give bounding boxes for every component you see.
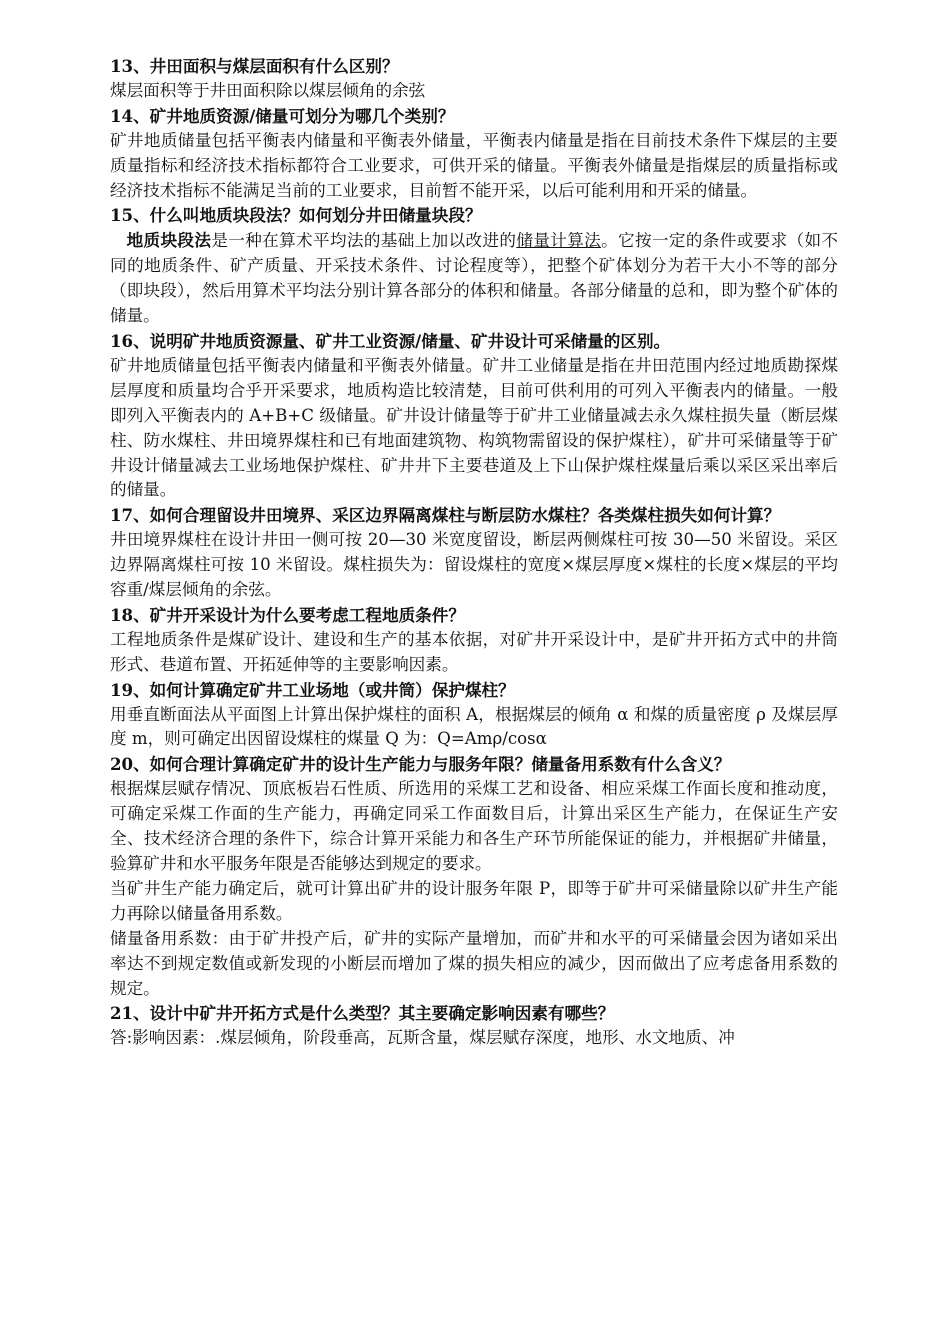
answer-13: 煤层面积等于井田面积除以煤层倾角的余弦 bbox=[110, 80, 426, 100]
question-16: 16、说明矿井地质资源量、矿井工业资源/储量、矿井设计可采储量的区别。 bbox=[110, 330, 671, 351]
answer-20-paragraph-3: 储量备用系数：由于矿井投产后，矿井的实际产量增加，而矿井和水平的可采储量会因为诸如采出率达不到规定数值或新发现的小断层而增加了煤的损失相应的减少，因而做出了应考虑备用系数的规定。 bbox=[110, 928, 838, 998]
term-geologic-block-method: 地质块段法 bbox=[126, 230, 212, 251]
question-14: 14、矿井地质资源/储量可划分为哪几个类别？ bbox=[110, 105, 455, 126]
document-page bbox=[110, 54, 838, 1051]
reserve-calculation-link[interactable]: 储量计算法 bbox=[516, 231, 602, 251]
question-19: 19、如何计算确定矿井工业场地（或井筒）保护煤柱？ bbox=[110, 679, 515, 700]
answer-19: 用垂直断面法从平面图上计算出保护煤柱的面积 A，根据煤层的倾角 α 和煤的质量密度 ρ 及煤层厚度 m，则可确定出因留设煤柱的煤量 Q 为：Q=Amρ/cosα bbox=[110, 704, 838, 749]
answer-16: 矿井地质储量包括平衡表内储量和平衡表外储量。矿井工业储量是指在井田范围内经过地质勘探煤层厚度和质量均合乎开采要求，地质构造比较清楚，目前可供利用的可列入平衡表内的储量。一般即列入平衡表内的 A+B+C 级储量。矿井设计储量等于矿井工业储量减去永久煤柱损失量（断层煤柱、防水煤柱、井田境界煤柱和已有地面建筑物、构筑物需留设的保护煤柱），矿井可采储量等于矿井设计储量减去工业场地保护煤柱、矿井井下主要巷道及上下山保护煤柱煤量后乘以采区采出率后的储量。 bbox=[110, 355, 838, 500]
answer-20-paragraph-1: 根据煤层赋存情况、顶底板岩石性质、所选用的采煤工艺和设备、相应采煤工作面长度和推动度，可确定采煤工作面的生产能力，再确定同采工作面数目后，计算出采区生产能力，在保证生产安全、技术经济合理的条件下，综合计算开采能力和各生产环节所能保证的能力，并根据矿井储量，验算矿井和水平服务年限是否能够达到规定的要求。 bbox=[110, 779, 838, 873]
answer-15 bbox=[110, 228, 838, 329]
answer-15-part2: 。它按一定的条件或要求（如不同的地质条件、矿产质量、开采技术条件、讨论程度等），把整个矿体划分为若干大小不等的部分（即块段），然后用算术平均法分别计算各部分的体积和储量。各部分储量的总和，即为整个矿体的储量。 bbox=[110, 231, 839, 326]
answer-21: 答:影响因素：.煤层倾角，阶段垂高，瓦斯含量，煤层赋存深度，地形、水文地质、冲 bbox=[110, 1028, 735, 1048]
question-20: 20、如何合理计算确定矿井的设计生产能力与服务年限？储量备用系数有什么含义？ bbox=[110, 754, 731, 775]
question-13: 13、井田面积与煤层面积有什么区别？ bbox=[110, 56, 399, 76]
answer-14: 矿井地质储量包括平衡表内储量和平衡表外储量，平衡表内储量是指在目前技术条件下煤层的主要质量指标和经济技术指标都符合工业要求，可供开采的储量。平衡表外储量是指煤层的质量指标或经济技术指标不能满足当前的工业要求，目前暂不能开采，以后可能利用和开采的储量。 bbox=[110, 130, 838, 200]
answer-15-part1: 是一种在算术平均法的基础上加以改进的 bbox=[211, 231, 517, 251]
question-15: 15、什么叫地质块段法？如何划分井田储量块段？ bbox=[110, 205, 482, 226]
answer-20-paragraph-2: 当矿井生产能力确定后，就可计算出矿井的设计服务年限 P，即等于矿井可采储量除以矿井生产能力再除以储量备用系数。 bbox=[110, 878, 838, 923]
answer-17: 井田境界煤柱在设计井田一侧可按 20—30 米宽度留设，断层两侧煤柱可按 30—50 米留设。采区边界隔离煤柱可按 10 米留设。煤柱损失为：留设煤柱的宽度×煤层厚度×煤柱的长度×煤层的平均容重/煤层倾角的余弦。 bbox=[110, 530, 838, 600]
answer-18: 工程地质条件是煤矿设计、建设和生产的基本依据，对矿井开采设计中，是矿井开拓方式中的井筒形式、巷道布置、开拓延伸等的主要影响因素。 bbox=[110, 629, 838, 674]
question-17: 17、如何合理留设井田境界、采区边界隔离煤柱与断层防水煤柱？各类煤柱损失如何计算？ bbox=[110, 505, 781, 526]
question-21: 21、设计中矿井开拓方式是什么类型？其主要确定影响因素有哪些？ bbox=[110, 1003, 615, 1024]
question-18: 18、矿井开采设计为什么要考虑工程地质条件？ bbox=[110, 604, 465, 625]
